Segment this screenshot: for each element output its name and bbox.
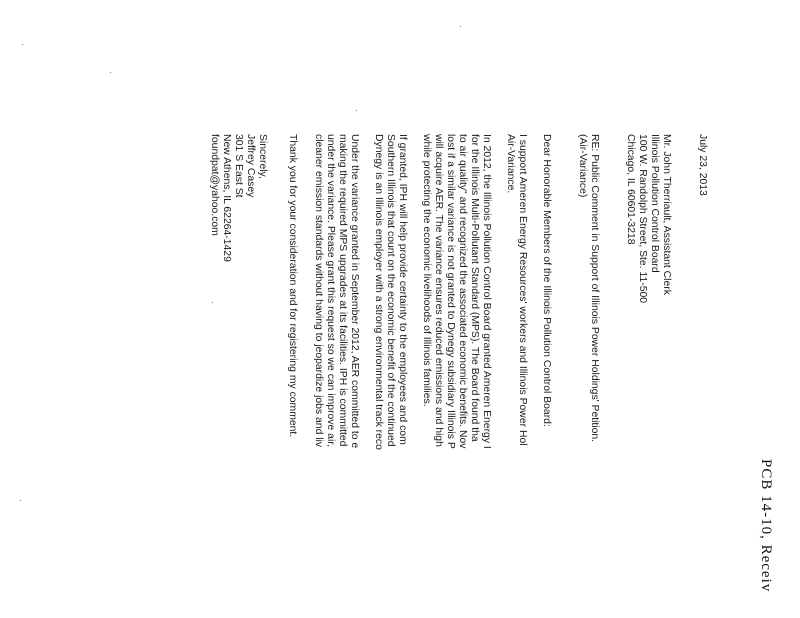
address-line: Chicago, IL 60601-3218: [625, 134, 636, 245]
re-line: RE: Public Comment in Support of Illinois Power Holdings' Petition.: [589, 134, 600, 443]
re-line: (Air-Variance): [577, 134, 588, 198]
scan-speck: [356, 110, 357, 111]
signoff-line: Jeffrey Casey: [245, 134, 256, 198]
scan-speck: [22, 44, 23, 45]
paragraph-line: If granted, IPH will help provide certainty to the employees and com: [397, 134, 408, 445]
paragraph-line: to air quality" and recognized the associated economic benefits. Nov: [457, 134, 468, 449]
address-line: Mr. John Therriault, Assistant Clerk: [661, 134, 672, 295]
salutation: Dear Honorable Members of the Illinois Pollution Control Board:: [541, 134, 552, 427]
scan-speck: [110, 72, 111, 73]
scan-speck: [460, 26, 461, 27]
paragraph-line: under the variance. Please grant this request so we can improve air,: [325, 134, 336, 448]
signature-block: [208, 134, 268, 262]
paragraph-if-granted: [372, 134, 408, 450]
paragraph-2012-variance: [420, 134, 492, 449]
address-line: 100 W. Randolph Street, Ste. 11-500: [637, 134, 648, 304]
paragraph-line: Southern Illinois that count on the economic benefit of the continued: [385, 134, 396, 447]
signoff-line: 301 S East St: [233, 134, 244, 198]
paragraph-line: Air-Variance.: [505, 134, 516, 194]
letter-date: July 23, 2013: [697, 134, 708, 196]
paragraph-line: will acquire AER. The variance ensures reduced emissions and high: [433, 134, 444, 447]
scan-speck: [212, 302, 213, 303]
paragraph-line: In 2012, the Illinois Pollution Control Board granted Ameren Energy I: [481, 134, 492, 449]
paragraph-line: for the Illinois Multi-Pollutant Standard (MPS). The Board found tha: [469, 134, 480, 442]
paragraph-line: Dynegy is an Illinois employer with a strong environmental track reco: [373, 134, 384, 450]
paragraph-line: cleaner emission standards without having to jeopardize jobs and liv: [313, 134, 324, 448]
recipient-address: [624, 134, 672, 303]
signoff-line: New Athens, IL 62264-1429: [221, 134, 232, 262]
closing-line: Thank you for your consideration and for registering my comment.: [287, 134, 298, 438]
paragraph-line: Under the variance granted in September 2012, AER committed to e: [349, 134, 360, 449]
address-line: Illinois Pollution Control Board: [649, 134, 660, 273]
re-subject: [576, 134, 600, 442]
paragraph-support: [504, 134, 528, 446]
paragraph-under-variance: [312, 134, 360, 448]
paragraph-line: I support Ameren Energy Resources' workers and Illinois Power Hol: [517, 134, 528, 446]
received-stamp: PCB 14-10, Receiv: [758, 459, 774, 593]
paragraph-line: while protecting the economic livelihoods of Illinois families.: [421, 134, 432, 407]
signoff-line: Sincerely,: [257, 134, 268, 179]
paragraph-line: making the required MPS upgrades at its facilities. IPH is committed: [337, 134, 348, 447]
paragraph-line: lost if a similar variance is not granted to Dynegy subsidiary Illinois P: [445, 134, 456, 449]
scan-speck: [20, 500, 21, 501]
signoff-line: foundpat@yahoo.com: [209, 134, 220, 236]
